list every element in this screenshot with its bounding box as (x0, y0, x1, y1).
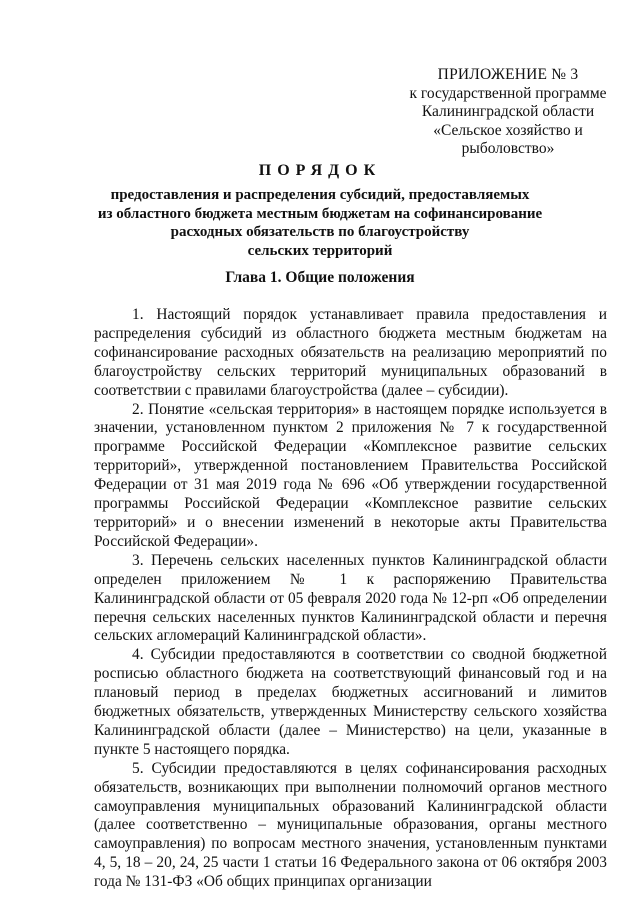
paragraph: 1. Настоящий порядок устанавливает правила предоставления и распределения субсидий из областного бюджета местным бюджетам на софинансирование расходных обязательств на реализацию мероприятий по благоустройству сельских территорий муниципальных образований в соответствии с правилами благоустройства (далее – субсидии). (94, 306, 607, 399)
appendix-line: «Сельское хозяйство и (433, 121, 583, 139)
document-title: ПОРЯДОК (258, 162, 382, 179)
paragraph: 4. Субсидии предоставляются в соответствии со сводной бюджетной росписью областного бюджета на соответствующий финансовый год и на плановый период в пределах бюджетных ассигнований и лимитов бюджетных обязательств, утвержденных Министерству сельского хозяйства Калининградской области (далее – Министерство) на цели, указанные в пункте 5 настоящего порядка. (94, 646, 607, 758)
document-subtitle-line: расходных обязательств по благоустройству (170, 224, 470, 240)
paragraph: 3. Перечень сельских населенных пунктов Калининградской области определен приложением № 1 к распоряжению Правительства Калининградской области от 05 февраля 2020 года № 12-рп «Об определении перечня сельских населенных пунктов Калининградской области и перечня сельских агломераций Калининградской области». (94, 551, 607, 645)
document-body (94, 306, 607, 892)
appendix-note (398, 66, 618, 159)
paragraph: 5. Субсидии предоставляются в целях софинансирования расходных обязательств, возникающих при выполнении полномочий органов местного самоуправления муниципальных образований Калининградской области (далее соответственно – муниципальные образования, органы местного самоуправления) по вопросам местного значения, установленным пунктами 4, 5, 18 – 20, 24, 25 части 1 статьи 16 Федерального закона от 06 октября 2003 года № 131-ФЗ «Об общих принципах организации (94, 759, 607, 891)
document-subtitle-line: предоставления и распределения субсидий, предоставляемых (110, 187, 530, 203)
document-subtitle-line: из областного бюджета местным бюджетам на софинансирование (97, 205, 543, 222)
appendix-line: Калининградской области (421, 103, 595, 120)
appendix-number: ПРИЛОЖЕНИЕ № 3 (437, 66, 579, 83)
chapter-heading: Глава 1. Общие положения (225, 269, 415, 286)
paragraph: 2. Понятие «сельская территория» в настоящем порядке используется в значении, установленном пунктом 2 приложения № 7 к государственной программе Российской Федерации «Комплексное развитие сельских территорий», утвержденной постановлением Правительства Российской Федерации от 31 мая 2019 года № 696 «Об утверждении государственной программы Российской Федерации «Комплексное развитие сельских территорий» и о внесении изменений в некоторые акты Правительства Российской Федерации». (94, 400, 607, 550)
document-subtitle-line: сельских территорий (247, 242, 393, 259)
document-title-block (60, 160, 580, 260)
appendix-line: рыболовство» (461, 140, 555, 157)
appendix-line: к государственной программе (409, 84, 607, 102)
